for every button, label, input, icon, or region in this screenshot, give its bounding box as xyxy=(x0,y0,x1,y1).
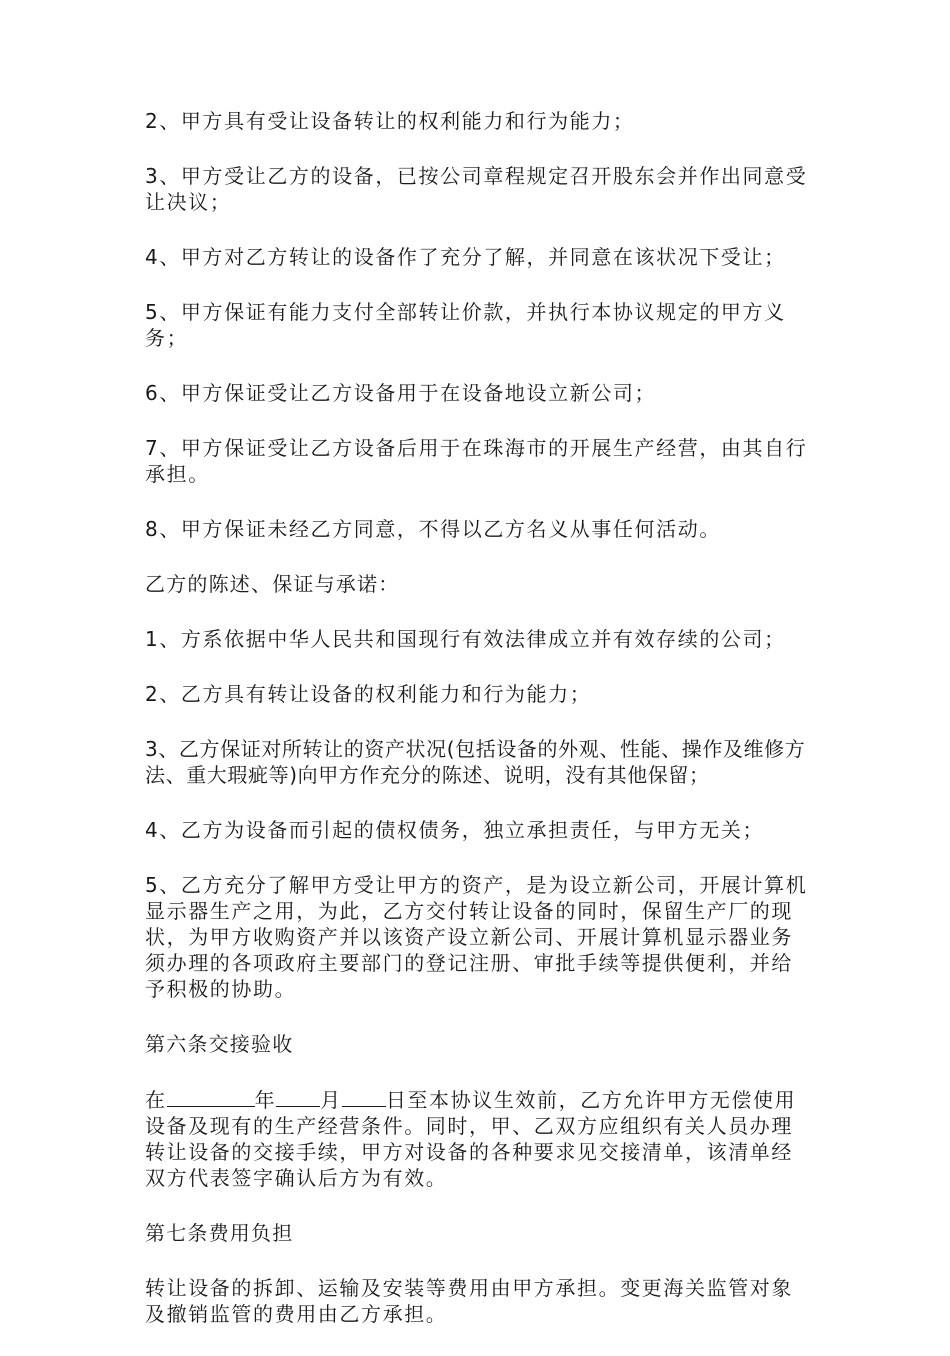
article-7-heading: 第七条费用负担 xyxy=(145,1221,294,1245)
party-a-clause-6: 6、甲方保证受让乙方设备用于在设备地设立新公司； xyxy=(145,381,657,405)
article-6-prefix: 在 xyxy=(145,1088,167,1112)
party-b-section-heading: 乙方的陈述、保证与承诺： xyxy=(145,572,400,596)
day-blank xyxy=(342,1086,386,1107)
article-6-month-label: 月 xyxy=(320,1088,342,1112)
party-b-clause-1: 1、方系依据中华人民共和国现行有效法律成立并有效存续的公司； xyxy=(145,627,786,651)
document-body xyxy=(145,108,810,1356)
party-a-clause-2: 2、甲方具有受让设备转让的权利能力和行为能力； xyxy=(145,109,635,133)
party-b-clause-4: 4、乙方为设备而引起的债权债务，独立承担责任，与甲方无关； xyxy=(145,818,765,842)
month-blank xyxy=(276,1086,320,1107)
party-b-clause-3: 3、乙方保证对所转让的资产状况(包括设备的外观、性能、操作及维修方法、重大瑕疵等)向甲方作充分的陈述、说明，没有其他保留； xyxy=(145,737,806,787)
article-6-text: 日至本协议生效前，乙方允许甲方无偿使用设备及现有的生产经营条件。同时，甲、乙双方应组织有关人员办理转让设备的交接手续，甲方对设备的各种要求见交接清单，该清单经双方代表签字确认后方为有效。 xyxy=(145,1088,797,1190)
year-blank xyxy=(167,1086,255,1107)
party-b-clause-5: 5、乙方充分了解甲方受让甲方的资产，是为设立新公司，开展计算机显示器生产之用，为此，乙方交付转让设备的同时，保留生产厂的现状，为甲方收购资产并以该资产设立新公司、开展计算机显示器业务须办理的各项政府主要部门的登记注册、审批手续等提供便利，并给予积极的协助。 xyxy=(145,873,808,1001)
party-a-clause-3: 3、甲方受让乙方的设备，已按公司章程规定召开股东会并作出同意受让决议； xyxy=(145,164,808,214)
article-6-heading: 第六条交接验收 xyxy=(145,1032,294,1056)
party-a-clause-5: 5、甲方保证有能力支付全部转让价款，并执行本协议规定的甲方义务； xyxy=(145,300,786,350)
article-6-year-label: 年 xyxy=(254,1088,277,1112)
article-6-body xyxy=(145,1086,810,1191)
article-7-body: 转让设备的拆卸、运输及安装等费用由甲方承担。变更海关监管对象及撤销监管的费用由乙方承担。 xyxy=(145,1276,793,1326)
party-a-clause-7: 7、甲方保证受让乙方设备后用于在珠海市的开展生产经营，由其自行承担。 xyxy=(145,436,808,486)
party-b-clause-2: 2、乙方具有转让设备的权利能力和行为能力； xyxy=(145,682,592,706)
party-a-clause-4: 4、甲方对乙方转让的设备作了充分了解，并同意在该状况下受让； xyxy=(145,245,786,269)
party-a-clause-8: 8、甲方保证未经乙方同意，不得以乙方名义从事任何活动。 xyxy=(145,517,721,541)
